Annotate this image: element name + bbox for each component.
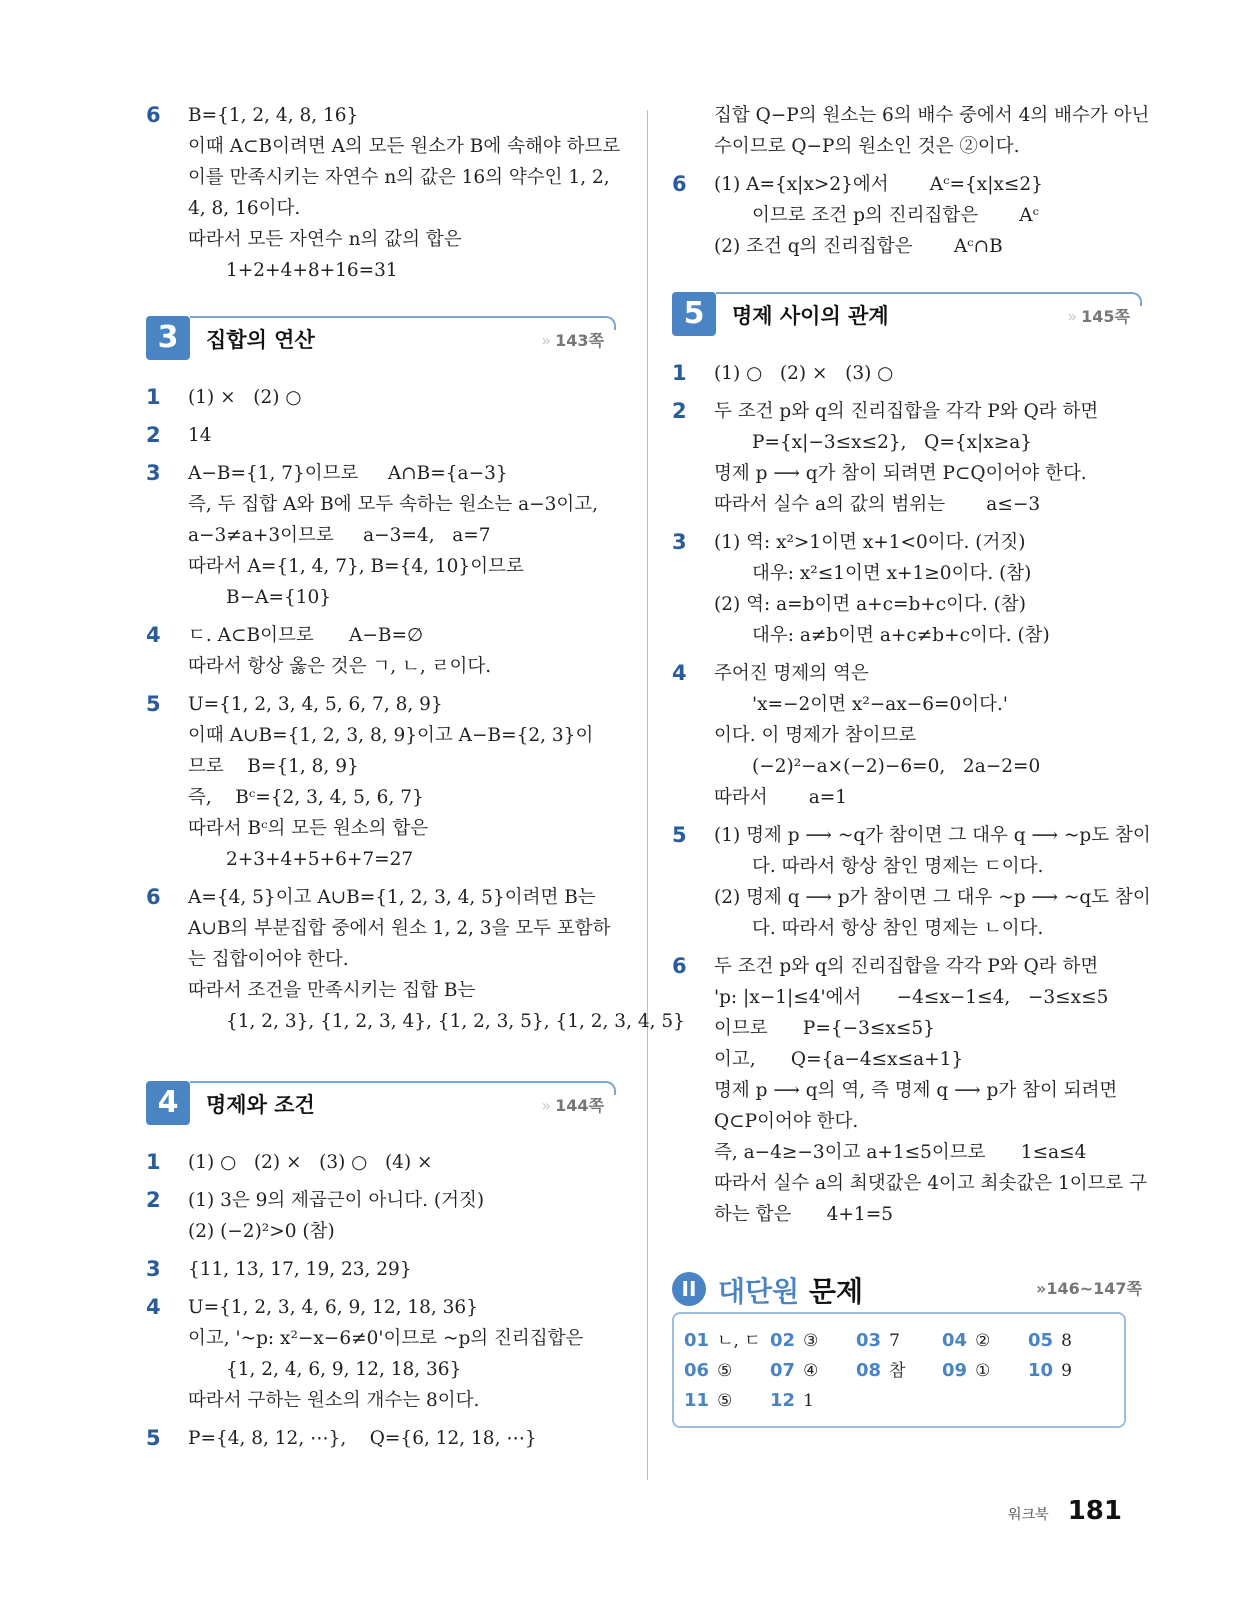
answer-line: 이고, Q={a−4≤x≤a+1} <box>714 1049 964 1070</box>
answer-value: ③ <box>803 1331 819 1351</box>
question-number: 12 <box>770 1390 796 1411</box>
answer-line: 이고, '~p: x²−x−6≠0'이므로 ~p의 진리집합은 <box>188 1328 584 1349</box>
answer-row <box>684 1326 1114 1356</box>
item-number: 4 <box>672 661 687 685</box>
answer-line: 이때 A∪B={1, 2, 3, 8, 9}이고 A−B={2, 3}이 <box>188 725 594 746</box>
answer-line: B={1, 2, 4, 8, 16} <box>188 105 359 126</box>
answer-item <box>672 169 1142 262</box>
answer-line: U={1, 2, 3, 4, 6, 9, 12, 18, 36} <box>188 1297 478 1318</box>
answer-line: 명제 p ⟶ q의 역, 즉 명제 q ⟶ p가 참이 되려면 <box>714 1080 1118 1101</box>
answer-line: (2) 명제 q ⟶ p가 참이면 그 대우 ~p ⟶ ~q도 참이 <box>714 887 1151 908</box>
item-number: 2 <box>146 423 161 447</box>
answer-line: {1, 2, 4, 6, 9, 12, 18, 36} <box>226 1359 462 1380</box>
answer-item <box>146 1147 616 1178</box>
unit-answer <box>770 1386 856 1416</box>
answer-item <box>146 1423 616 1454</box>
answer-item <box>672 820 1151 944</box>
answer-line: ㄷ. A⊂B이므로 A−B=∅ <box>188 625 424 646</box>
answer-line: U={1, 2, 3, 4, 5, 6, 7, 8, 9} <box>188 694 443 715</box>
answer-line: 는 집합이어야 한다. <box>188 949 349 970</box>
unit-answer <box>684 1326 770 1356</box>
answer-line: (1) × (2) ○ <box>188 387 302 408</box>
question-number: 05 <box>1028 1330 1054 1351</box>
page-ref: »146~147쪽 <box>1035 1279 1142 1298</box>
answer-value: 1 <box>803 1391 814 1411</box>
answer-value: 참 <box>889 1361 906 1381</box>
answer-line: 이므로 P={−3≤x≤5} <box>714 1018 935 1039</box>
answer-line: 따라서 조건을 만족시키는 집합 B는 <box>188 980 476 1001</box>
answer-line: 므로 B={1, 8, 9} <box>188 756 359 777</box>
item-number: 2 <box>146 1188 161 1212</box>
answer-line: 이므로 조건 p의 진리집합은 Aᶜ <box>752 205 1039 226</box>
section-number: 4 <box>146 1081 190 1125</box>
answer-item <box>146 620 616 682</box>
answer-line: {1, 2, 3}, {1, 2, 3, 4}, {1, 2, 3, 5}, {1, 2, 3, 4, 5} <box>226 1011 685 1032</box>
answer-item <box>672 358 1142 389</box>
answer-line: 따라서 실수 a의 최댓값은 4이고 최솟값은 1이므로 구 <box>714 1173 1148 1194</box>
answer-item <box>146 1292 616 1416</box>
question-number: 08 <box>856 1360 882 1381</box>
answer-line: 대우: x²≤1이면 x+1≥0이다. (참) <box>752 563 1032 584</box>
answer-line: 이때 A⊂B이려면 A의 모든 원소가 B에 속해야 하므로 <box>188 136 621 157</box>
question-number: 04 <box>942 1330 968 1351</box>
answer-line: 이를 만족시키는 자연수 n의 값은 16의 약수인 1, 2, <box>188 167 610 188</box>
answer-line: 두 조건 p와 q의 진리집합을 각각 P와 Q라 하면 <box>714 401 1099 422</box>
question-number: 06 <box>684 1360 710 1381</box>
answer-line: 주어진 명제의 역은 <box>714 663 869 684</box>
answer-value: ⑤ <box>717 1391 733 1411</box>
answer-value: ① <box>975 1361 991 1381</box>
question-number: 02 <box>770 1330 796 1351</box>
chevron-right-icon: » <box>541 1096 552 1115</box>
page-ref: » 144쪽 <box>541 1096 604 1115</box>
item-number: 5 <box>672 823 687 847</box>
unit-answer <box>770 1326 856 1356</box>
section-number: 3 <box>146 316 190 360</box>
answer-item <box>146 382 616 413</box>
section-number: 5 <box>672 292 716 336</box>
unit-answer <box>856 1356 942 1386</box>
page-ref: » 145쪽 <box>1067 307 1130 326</box>
section-title: 명제 사이의 관계 <box>732 304 889 328</box>
section-3-header <box>146 316 616 360</box>
unit-answer <box>1028 1356 1114 1386</box>
answer-line: 따라서 Bᶜ의 모든 원소의 합은 <box>188 818 429 839</box>
item-number: 1 <box>672 361 687 385</box>
answer-line: 집합 Q−P의 원소는 6의 배수 중에서 4의 배수가 아닌 <box>714 105 1150 126</box>
chevron-right-icon: » <box>1067 307 1078 326</box>
answer-line: 따라서 A={1, 4, 7}, B={4, 10}이므로 <box>188 556 524 577</box>
item-number: 1 <box>146 385 161 409</box>
unit-answer <box>684 1356 770 1386</box>
section-4-header <box>146 1081 616 1125</box>
unit-answer <box>684 1386 770 1416</box>
answer-line: (1) 명제 p ⟶ ~q가 참이면 그 대우 q ⟶ ~p도 참이 <box>714 825 1151 846</box>
left-column <box>146 100 685 1461</box>
item-number: 4 <box>146 623 161 647</box>
answer-value: ⑤ <box>717 1361 733 1381</box>
answer-item <box>146 458 616 613</box>
item-number: 6 <box>672 954 687 978</box>
unit-answer <box>942 1326 1028 1356</box>
answer-line: A∪B의 부분집합 중에서 원소 1, 2, 3을 모두 포함하 <box>188 918 611 939</box>
answer-line: 2+3+4+5+6+7=27 <box>226 849 414 870</box>
answer-line: 즉, Bᶜ={2, 3, 4, 5, 6, 7} <box>188 787 424 808</box>
unit-number: II <box>672 1272 706 1306</box>
answer-line: 다. 따라서 항상 참인 명제는 ㄴ이다. <box>752 918 1044 939</box>
page-number: 181 <box>1067 1496 1122 1526</box>
answer-line: 1+2+4+8+16=31 <box>226 260 398 281</box>
answer-line: 대우: a≠b이면 a+c≠b+c이다. (참) <box>752 625 1050 646</box>
answer-line: (1) ○ (2) × (3) ○ (4) × <box>188 1152 433 1173</box>
answer-line: P={4, 8, 12, ⋯}, Q={6, 12, 18, ⋯} <box>188 1428 537 1449</box>
answer-item <box>672 396 1142 520</box>
answer-item <box>146 1254 616 1285</box>
answer-item <box>672 527 1142 651</box>
answer-line: 'p: |x−1|≤4'에서 −4≤x−1≤4, −3≤x≤5 <box>714 987 1109 1008</box>
answer-line: (1) 3은 9의 제곱근이 아니다. (거짓) <box>188 1190 485 1211</box>
answer-row <box>684 1386 1114 1416</box>
book-label: 워크북 <box>1008 1507 1049 1523</box>
section-title: 명제와 조건 <box>206 1093 315 1117</box>
answer-item <box>146 689 616 875</box>
answer-value: ④ <box>803 1361 819 1381</box>
unit-title: 대단원 문제 <box>718 1275 864 1308</box>
answer-line: 하는 합은 4+1=5 <box>714 1204 893 1225</box>
unit-answer <box>1028 1326 1114 1356</box>
answer-item <box>146 882 685 1037</box>
page-footer <box>1008 1496 1122 1526</box>
answer-line: (−2)²−a×(−2)−6=0, 2a−2=0 <box>752 756 1041 777</box>
answer-line: 4, 8, 16이다. <box>188 198 301 219</box>
unit-answer-box <box>672 1312 1126 1428</box>
item-number: 1 <box>146 1150 161 1174</box>
unit-answer <box>942 1356 1028 1386</box>
answer-line: 'x=−2이면 x²−ax−6=0이다.' <box>752 694 1008 715</box>
item-number: 2 <box>672 399 687 423</box>
answer-row <box>684 1356 1114 1386</box>
item-number: 5 <box>146 692 161 716</box>
item-number: 3 <box>146 1257 161 1281</box>
item-number: 6 <box>146 103 161 127</box>
answer-line: P={x|−3≤x≤2}, Q={x|x≥a} <box>752 432 1032 453</box>
answer-line: 즉, 두 집합 A와 B에 모두 속하는 원소는 a−3이고, <box>188 494 598 515</box>
answer-line: 수이므로 Q−P의 원소인 것은 ②이다. <box>714 136 1020 157</box>
item-number: 3 <box>672 530 687 554</box>
answer-item <box>672 951 1148 1230</box>
answer-item <box>672 658 1142 813</box>
answer-line: (1) A={x|x>2}에서 Aᶜ={x|x≤2} <box>714 174 1043 195</box>
answer-line: 14 <box>188 425 212 446</box>
page-ref: » 143쪽 <box>541 331 604 350</box>
right-column <box>672 100 1151 1428</box>
question-number: 07 <box>770 1360 796 1381</box>
answer-line: 따라서 a=1 <box>714 787 848 808</box>
answer-value: ② <box>975 1331 991 1351</box>
answer-line: (2) 역: a=b이면 a+c=b+c이다. (참) <box>714 594 1026 615</box>
answer-line: a−3≠a+3이므로 a−3=4, a=7 <box>188 525 491 546</box>
answer-line: 두 조건 p와 q의 진리집합을 각각 P와 Q라 하면 <box>714 956 1099 977</box>
answer-line: 따라서 구하는 원소의 개수는 8이다. <box>188 1390 480 1411</box>
answer-item <box>146 100 621 286</box>
question-number: 10 <box>1028 1360 1054 1381</box>
answer-line: 따라서 항상 옳은 것은 ㄱ, ㄴ, ㄹ이다. <box>188 656 492 677</box>
question-number: 03 <box>856 1330 882 1351</box>
answer-value: 7 <box>889 1331 900 1351</box>
answer-line: B−A={10} <box>226 587 332 608</box>
answer-line: A={4, 5}이고 A∪B={1, 2, 3, 4, 5}이려면 B는 <box>188 887 596 908</box>
answer-line: A−B={1, 7}이므로 A∩B={a−3} <box>188 463 508 484</box>
unit-answer <box>770 1356 856 1386</box>
item-number: 3 <box>146 461 161 485</box>
answer-item <box>672 100 1150 162</box>
answer-item <box>146 420 616 451</box>
item-number: 6 <box>146 885 161 909</box>
item-number: 4 <box>146 1295 161 1319</box>
answer-line: (2) 조건 q의 진리집합은 Aᶜ∩B <box>714 236 1003 257</box>
question-number: 01 <box>684 1330 710 1351</box>
answer-item <box>146 1185 616 1247</box>
item-number: 6 <box>672 172 687 196</box>
answer-line: 따라서 모든 자연수 n의 값의 합은 <box>188 229 462 250</box>
answer-line: 따라서 실수 a의 값의 범위는 a≤−3 <box>714 494 1041 515</box>
answer-line: Q⊂P이어야 한다. <box>714 1111 859 1132</box>
answer-line: (1) ○ (2) × (3) ○ <box>714 363 894 384</box>
chevron-right-icon: » <box>541 331 552 350</box>
answer-line: {11, 13, 17, 19, 23, 29} <box>188 1259 412 1280</box>
unit-answer <box>856 1326 942 1356</box>
unit-review-header <box>672 1270 1142 1312</box>
answer-line: 즉, a−4≥−3이고 a+1≤5이므로 1≤a≤4 <box>714 1142 1087 1163</box>
item-number: 5 <box>146 1426 161 1450</box>
answer-value: 9 <box>1061 1361 1072 1381</box>
section-5-header <box>672 292 1142 336</box>
column-divider <box>647 110 648 1480</box>
answer-line: 이다. 이 명제가 참이므로 <box>714 725 917 746</box>
section-title: 집합의 연산 <box>206 328 315 352</box>
answer-line: (2) (−2)²>0 (참) <box>188 1221 335 1242</box>
chevron-right-icon: » <box>1035 1279 1047 1298</box>
answer-value: ㄴ, ㄷ <box>717 1331 761 1351</box>
answer-value: 8 <box>1061 1331 1072 1351</box>
question-number: 09 <box>942 1360 968 1381</box>
answer-line: 명제 p ⟶ q가 참이 되려면 P⊂Q이어야 한다. <box>714 463 1087 484</box>
question-number: 11 <box>684 1390 710 1411</box>
answer-line: 다. 따라서 항상 참인 명제는 ㄷ이다. <box>752 856 1044 877</box>
answer-line: (1) 역: x²>1이면 x+1<0이다. (거짓) <box>714 532 1026 553</box>
